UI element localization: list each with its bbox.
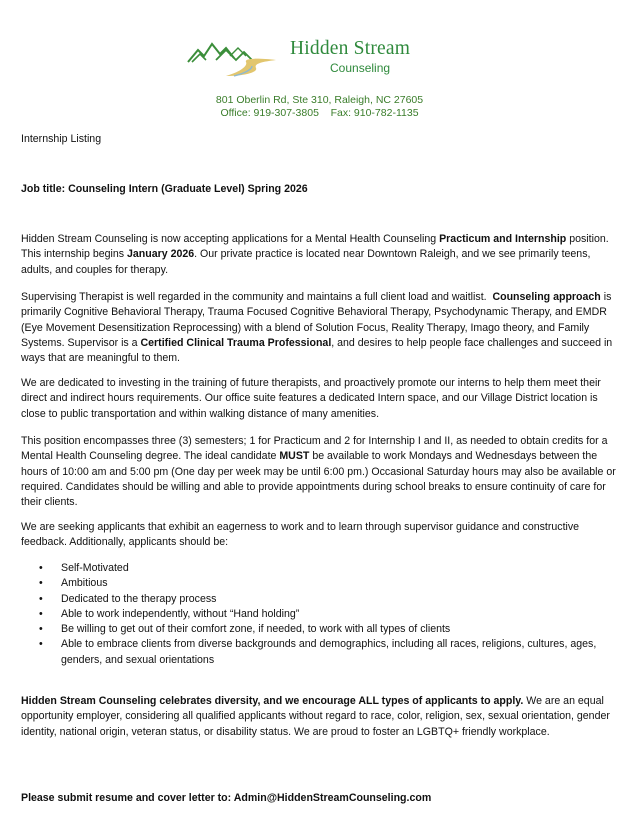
p1-bold-program: Practicum and Internship [439, 233, 567, 245]
bullet-icon: • [39, 562, 43, 574]
p2-text-a: Supervising Therapist is well regarded in the community and maintains a full client load and waitlist. [21, 291, 493, 303]
submit-instructions: Please submit resume and cover letter to: Admin@HiddenStreamCounseling.com [21, 792, 432, 804]
p1-text-c: position. This internship begins [21, 233, 609, 261]
p2-bold-certification: Certified Clinical Trauma Professional [140, 336, 332, 349]
letterhead [0, 30, 639, 120]
p1-text-a: Hidden Stream Counseling is now accepting applications for a Mental Health Counseling [21, 233, 440, 245]
p1-text-e: . Our private practice is located near Downtown Raleigh, and we see primarily teens, adults, and couples for therapy. [21, 248, 591, 276]
schedule-paragraph [21, 434, 619, 510]
applicants-paragraph: We are seeking applicants that exhibit an eagerness to work and to learn through supervisor guidance and constructive feedback. Additionally, applicants should be: [21, 521, 580, 549]
requirement-text: Able to work independently, without “Hand holding” [61, 607, 300, 620]
p1-bold-start-date: January 2026 [127, 248, 195, 261]
requirement-text: Self-Motivated [61, 562, 129, 574]
list-item [21, 637, 611, 668]
requirements-list [21, 561, 611, 668]
contact-line: Office: 919-307-3805 Fax: 910-782-1135 [220, 107, 419, 119]
requirement-text: Able to embrace clients from diverse backgrounds and demographics, including all races, religions, cultures, ages, genders, and sexual orientations [61, 638, 597, 666]
requirement-text: Be willing to get out of their comfort zone, if needed, to work with all types of clients [61, 623, 451, 636]
bullet-icon: • [39, 638, 43, 651]
training-paragraph: We are dedicated to investing in the training of future therapists, and proactively promote our interns to help them meet their direct and indirect hours requirements. Our office suite features a dedicated Intern space, and our Village District location is close to public transportation and within walking distance of many amenities. [21, 377, 601, 420]
list-item [21, 592, 611, 607]
bullet-icon: • [39, 623, 43, 636]
p4-text-c: be available to work Mondays and Wednesdays between the hours of 10:00 am and 5:00 pm (One day per week may be until 6:00 pm.) Occasional Saturday hours may also be available or required. Candidates should be willing and able to provide appointments during school breaks to ensure continuity of care for their clients. [21, 450, 616, 509]
diversity-bold-statement: Hidden Stream Counseling celebrates diversity, and we encourage ALL types of applicants to apply. [21, 695, 524, 707]
org-name: Hidden Stream [290, 38, 411, 59]
list-item [21, 576, 611, 591]
requirement-text: Ambitious [61, 577, 108, 590]
list-item [21, 561, 611, 576]
job-title: Job title: Counseling Intern (Graduate Level) Spring 2026 [21, 183, 308, 195]
mountain-logo-icon [186, 36, 282, 78]
bullet-icon: • [39, 577, 43, 590]
list-item [21, 607, 611, 622]
p4-text-a: This position encompasses three (3) semesters; 1 for Practicum and 2 for Internship I and II, as needed to obtain credits for a Mental Health Counseling degree. The ideal candidate [21, 435, 608, 463]
org-subtitle: Counseling [330, 61, 391, 75]
p4-bold-must: MUST [279, 450, 310, 463]
list-item [21, 622, 611, 637]
supervisor-paragraph [21, 290, 619, 366]
diversity-paragraph [21, 694, 619, 740]
p2-bold-approach: Counseling approach [492, 291, 601, 303]
bullet-icon: • [39, 607, 43, 620]
diversity-text: We are an equal opportunity employer, considering all qualified applicants without regard to race, color, religion, sex, sexual orientation, gender identity, national origin, veteran status, or disability status. We are proud to foster an LGBTQ+ friendly workplace. [21, 695, 610, 738]
bullet-icon: • [39, 592, 43, 605]
requirement-text: Dedicated to the therapy process [61, 592, 217, 605]
p2-text-c: is primarily Cognitive Behavioral Therapy, Trauma Focused Cognitive Behavioral Therapy, Psychodynamic Therapy, and EMDR (Eye Movement Desensitization Reprocessing) with a blend of Solution Focus, Reality Therapy, Imago theory, and Family Systems. Supervisor is a [21, 291, 612, 349]
intro-paragraph [21, 232, 619, 278]
address-line: 801 Oberlin Rd, Ste 310, Raleigh, NC 27605 [215, 94, 424, 106]
listing-label: Internship Listing [21, 133, 102, 145]
p2-text-e: , and desires to help people face challenges and succeed in ways that are meaningful to them. [21, 336, 613, 365]
